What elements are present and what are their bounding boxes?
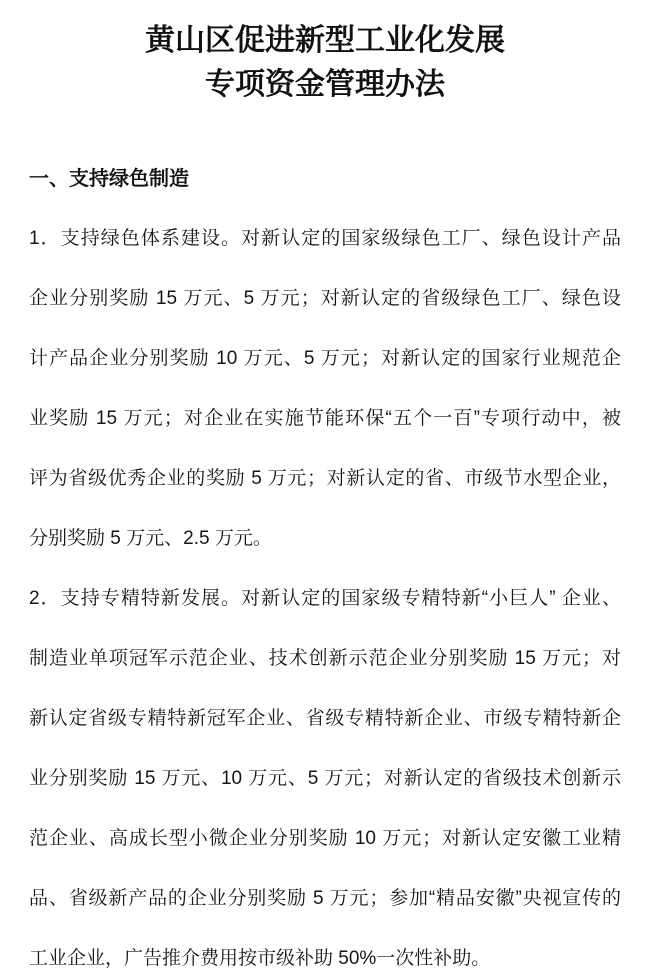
body-line: 范企业、高成长型小微企业分别奖励 10 万元；对新认定安徽工业精 xyxy=(29,828,621,849)
body-line: 分别奖励 5 万元、2.5 万元。 xyxy=(29,528,272,549)
body-line: 企业分别奖励 15 万元、5 万元；对新认定的省级绿色工厂、绿色设 xyxy=(29,288,621,309)
body-line: 2．支持专精特新发展。对新认定的国家级专精特新“小巨人” 企业、 xyxy=(29,588,621,609)
body-line: 品、省级新产品的企业分别奖励 5 万元；参加“精品安徽”央视宣传的 xyxy=(29,888,621,909)
section-heading: 一、支持绿色制造 xyxy=(29,168,189,190)
body-line: 业分别奖励 15 万元、10 万元、5 万元；对新认定的省级技术创新示 xyxy=(29,768,621,789)
body-line: 1．支持绿色体系建设。对新认定的国家级绿色工厂、绿色设计产品 xyxy=(29,228,621,249)
document-title-line-1: 黄山区促进新型工业化发展 xyxy=(145,24,505,57)
body-line: 制造业单项冠军示范企业、技术创新示范企业分别奖励 15 万元；对 xyxy=(29,648,621,669)
document-title-line-2: 专项资金管理办法 xyxy=(205,68,445,101)
body-line: 新认定省级专精特新冠军企业、省级专精特新企业、市级专精特新企 xyxy=(29,708,621,729)
document-body xyxy=(29,149,621,975)
paragraph-2 xyxy=(29,569,621,975)
paragraph-1 xyxy=(29,209,621,569)
body-line: 评为省级优秀企业的奖励 5 万元；对新认定的省、市级节水型企业， xyxy=(29,468,621,489)
document-title xyxy=(0,19,650,107)
body-line: 计产品企业分别奖励 10 万元、5 万元；对新认定的国家行业规范企 xyxy=(29,348,621,369)
body-line: 工业企业，广告推介费用按市级补助 50%一次性补助。 xyxy=(29,948,491,969)
body-line: 业奖励 15 万元；对企业在实施节能环保“五个一百”专项行动中，被 xyxy=(29,408,621,429)
